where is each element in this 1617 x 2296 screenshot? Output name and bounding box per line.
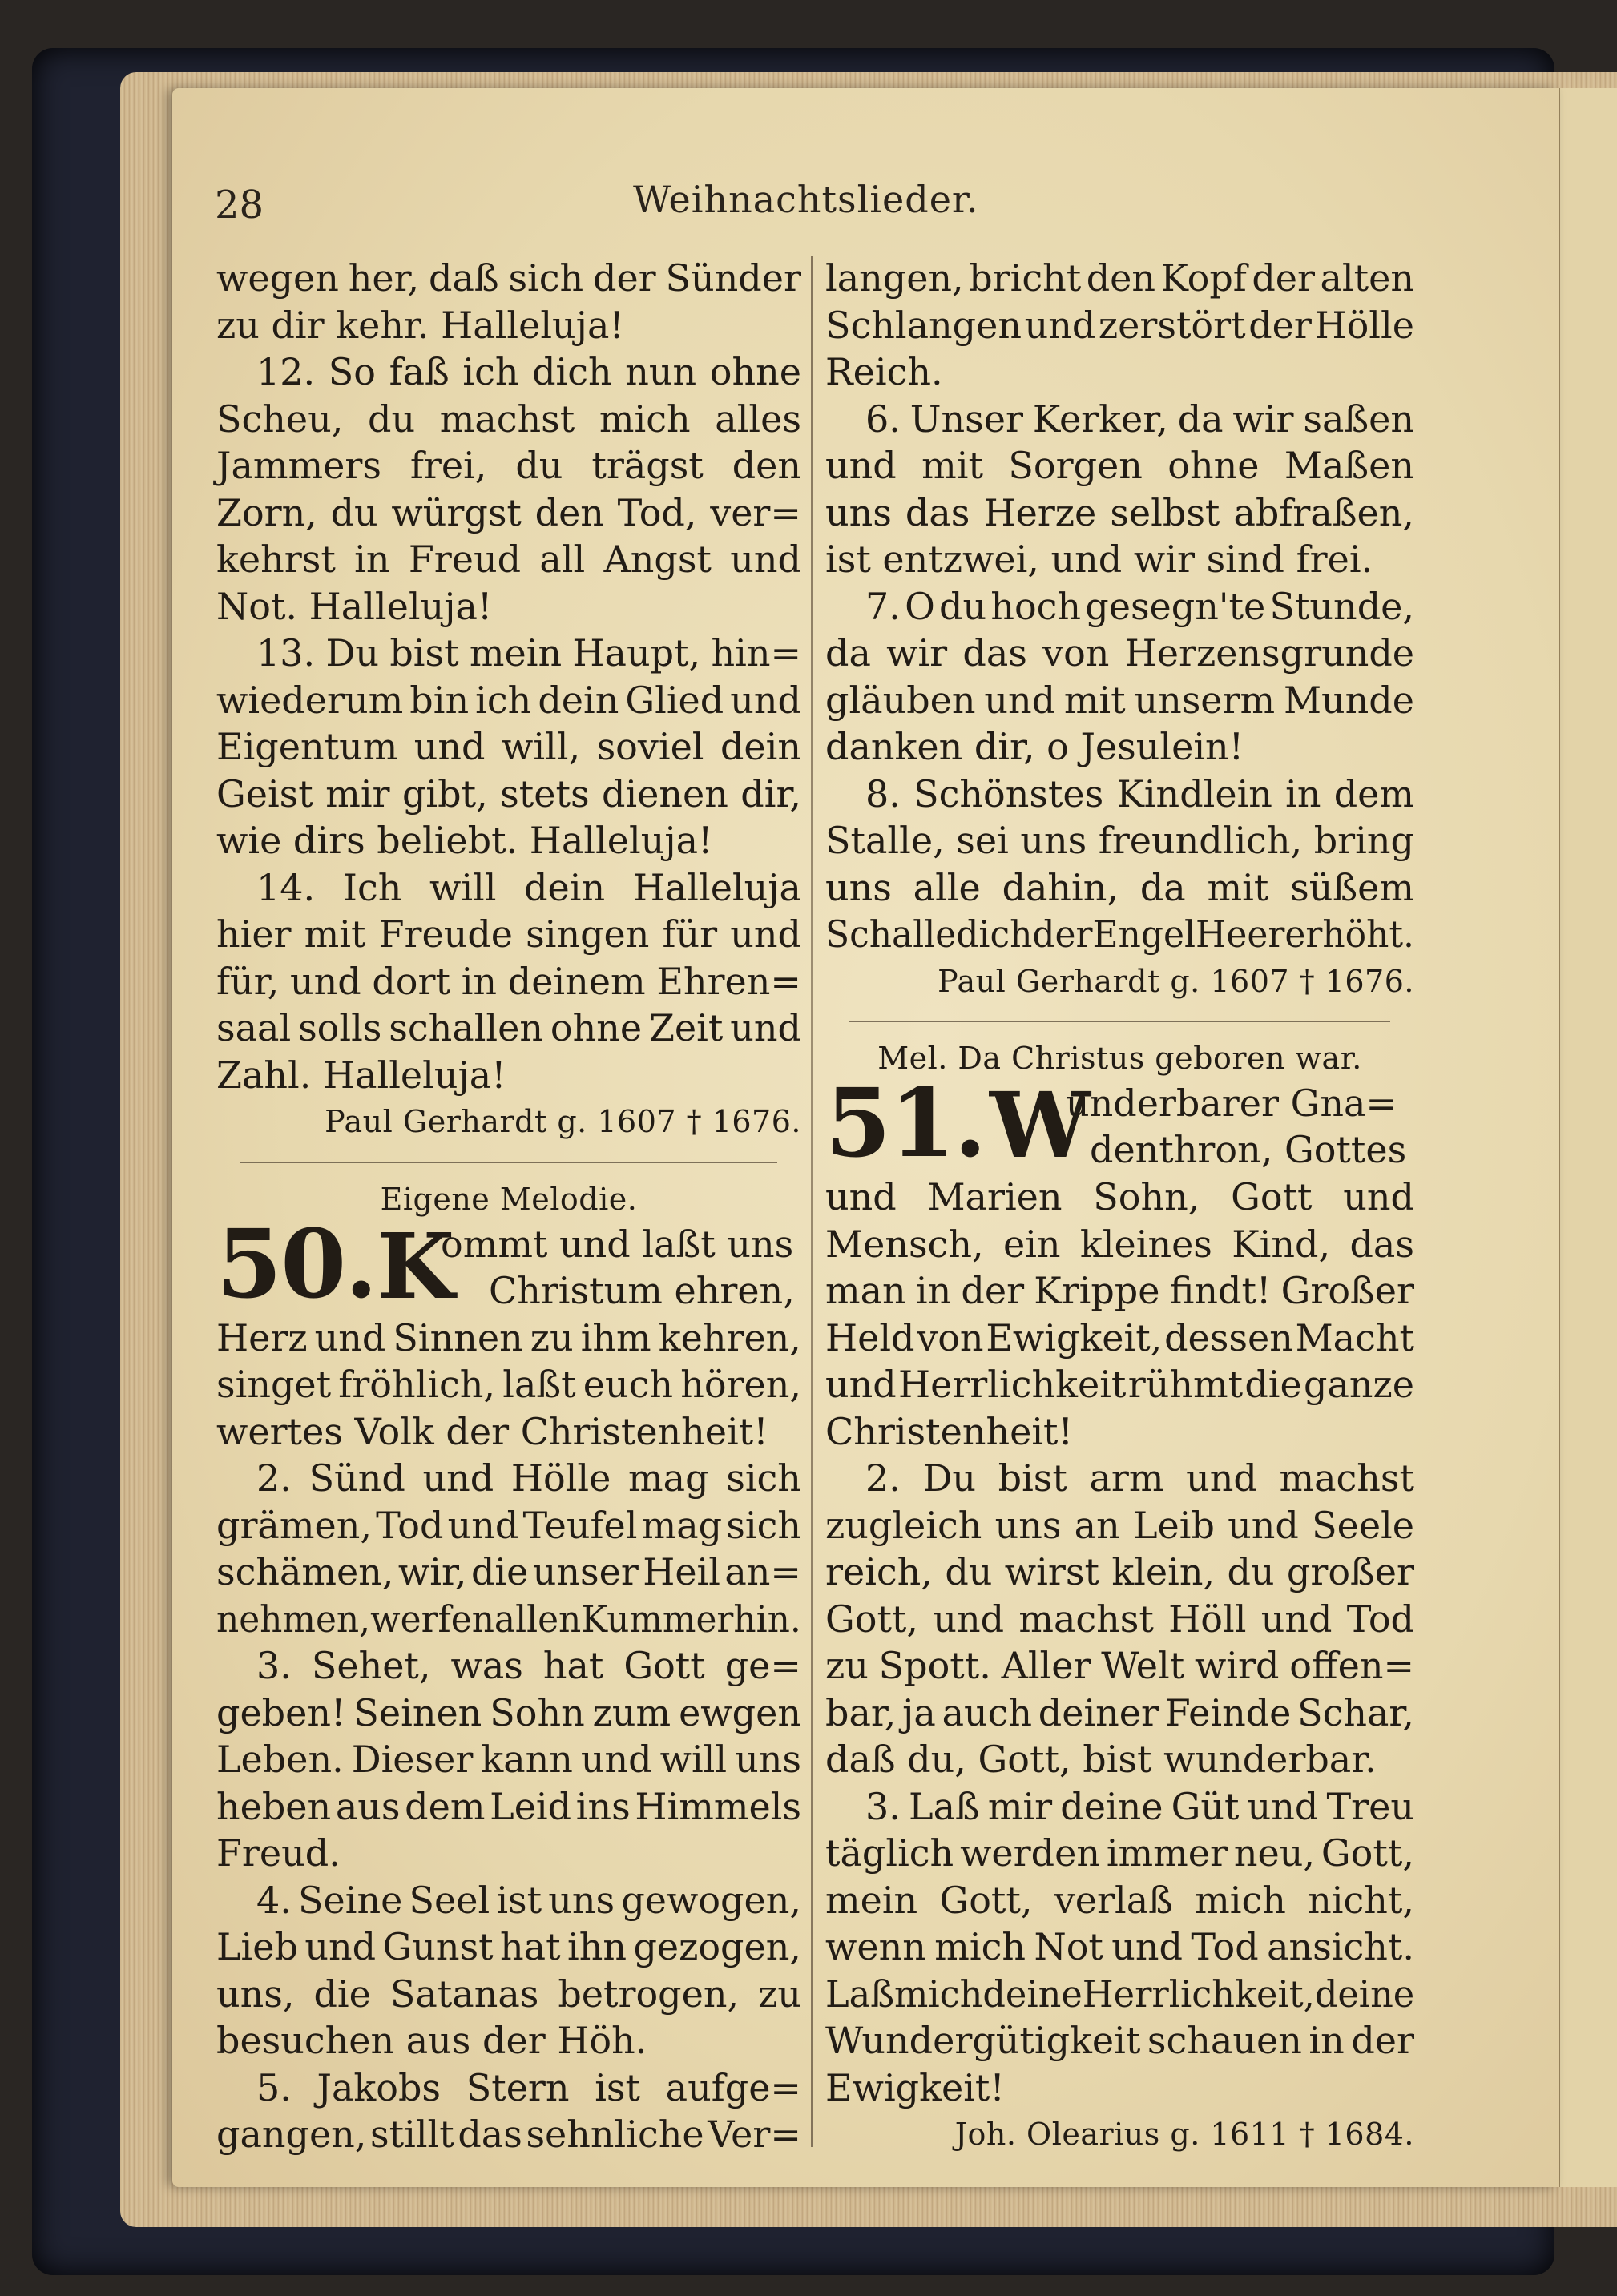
verse-line: Stalle, sei uns freundlich, bring (825, 819, 1414, 862)
drop-initial: K (377, 1214, 455, 1319)
verse-line: Leben. Dieser kann und will uns (216, 1738, 801, 1781)
verse-line: wie dirs beliebt. Halleluja! (216, 819, 713, 862)
verse-line: 8. Schönstes Kindlein in dem (865, 771, 1414, 816)
verse-line: wegen her, daß sich der Sünder (216, 256, 801, 300)
verse-line: nehmen, werfen allen Kummer hin. (216, 1597, 801, 1641)
verse-line: hier mit Freude singen für und (216, 912, 801, 956)
verse-line: kehrst in Freud all Angst und (216, 538, 801, 581)
verse-line: Schalle dich der Engel Heer erhöht. (825, 912, 1414, 956)
verse-line: 14. Ich will dein Halleluja (256, 865, 801, 909)
verse-line: Mensch, ein kleines Kind, das (825, 1222, 1414, 1266)
author-attribution: Paul Gerhardt g. 1607 † 1676. (938, 963, 1414, 999)
melody-line: Mel. Da Christus geboren war. (877, 1041, 1362, 1076)
verse-line: 3. Sehet, was hat Gott ge= (256, 1644, 801, 1687)
verse-line: wiederum bin ich dein Glied und (216, 678, 801, 722)
author-attribution: Paul Gerhardt g. 1607 † 1676. (325, 1104, 801, 1139)
verse-line: Laß mich deine Herrlichkeit, deine (825, 1972, 1415, 2016)
verse-line: singet fröhlich, laßt euch hören, (216, 1363, 801, 1406)
verse-line: 13. Du bist mein Haupt, hin= (256, 631, 801, 675)
hymn-51-lines (825, 1174, 1414, 2111)
verse-line: ist entzwei, und wir sind frei. (825, 538, 1373, 581)
verse-line: für, und dort in deinem Ehren= (216, 959, 801, 1003)
verse-line: heben aus dem Leid ins Himmels (216, 1784, 801, 1828)
heading-line: underbarer Gna= (1066, 1082, 1397, 1125)
verse-line: 2. Du bist arm und machst (865, 1456, 1414, 1500)
verse-line: 4. Seine Seel ist uns gewogen, (256, 1878, 801, 1922)
melody-line: Eigene Melodie. (380, 1181, 638, 1217)
next-page-edge (1559, 88, 1617, 2187)
verse-line: uns, die Satanas betrogen, zu (216, 1972, 801, 2016)
verse-line: reich, du wirst klein, du großer (825, 1550, 1414, 1593)
verse-line: Gott, und machst Höll und Tod (825, 1597, 1414, 1641)
author-attribution: Joh. Olearius g. 1611 † 1684. (954, 2117, 1414, 2152)
verse-line: 3. Laß mir deine Güt und Treu (865, 1784, 1414, 1828)
verse-line: Ewigkeit! (825, 2065, 1005, 2109)
verse-line: saal solls schallen ohne Zeit und (216, 1006, 801, 1049)
column-rule (811, 256, 813, 2147)
verse-line: mein Gott, verlaß mich nicht, (825, 1878, 1414, 1922)
verse-line: 5. Jakobs Stern ist aufge= (256, 2065, 801, 2109)
verse-line: langen, bricht den Kopf der alten (825, 256, 1414, 300)
verse-line: 2. Sünd und Hölle mag sich (256, 1456, 801, 1500)
verse-line: und Marien Sohn, Gott und (825, 1175, 1414, 1218)
heading-line: ommt und laßt uns (441, 1222, 794, 1266)
verse-line: Scheu, du machst mich alles (216, 397, 801, 441)
verse-line: Jammers frei, du trägst den (216, 444, 801, 487)
verse-line: Wundergütigkeit schauen in der (825, 2019, 1414, 2062)
verse-line: Zorn, du würgst den Tod, ver= (216, 490, 801, 534)
verse-line: Held von Ewigkeit, dessen Macht (825, 1315, 1414, 1359)
verse-line: Eigentum und will, soviel dein (216, 725, 801, 768)
hymn-separator (240, 1162, 777, 1163)
verse-line: täglich werden immer neu, Gott, (825, 1831, 1414, 1875)
heading-line: denthron, Gottes (1090, 1128, 1407, 1171)
verse-line: zu Spott. Aller Welt wird offen= (825, 1644, 1414, 1687)
left-column (216, 255, 801, 2158)
verse-line: schämen, wir, die unser Heil an= (216, 1550, 801, 1593)
verse-line: Herz und Sinnen zu ihm kehren, (216, 1315, 801, 1359)
verse-line: danken dir, o Jesulein! (825, 725, 1244, 768)
verse-line: man in der Krippe findt! Großer (825, 1269, 1414, 1312)
verse-line: Schlangen und zerstört der Hölle (825, 303, 1414, 347)
verse-line: bar, ja auch deiner Feinde Schar, (825, 1690, 1414, 1734)
verse-line: zu dir kehr. Halleluja! (216, 303, 624, 347)
verse-line: und Herrlichkeit rühmt die ganze (825, 1363, 1414, 1406)
right-verse-lines (825, 255, 1414, 958)
verse-line: gläuben und mit unserm Munde (825, 678, 1414, 722)
page-number: 28 (215, 183, 264, 228)
verse-line: 12. So faß ich dich nun ohne (256, 350, 801, 393)
hymn-number: 50. (216, 1207, 377, 1319)
verse-line: Lieb und Gunst hat ihn gezogen, (216, 1925, 801, 1968)
drop-initial: W (990, 1073, 1091, 1178)
verse-line: zugleich uns an Leib und Seele (825, 1503, 1414, 1547)
hymn-number: 51. (825, 1067, 986, 1178)
verse-line: uns das Herze selbst abfraßen, (825, 490, 1414, 534)
verse-line: besuchen aus der Höh. (216, 2019, 647, 2062)
verse-line: wertes Volk der Christenheit! (216, 1409, 768, 1453)
verse-line: Geist mir gibt, stets dienen dir, (216, 771, 801, 816)
verse-line: uns alle dahin, da mit süßem (825, 865, 1414, 909)
verse-line: Not. Halleluja! (216, 584, 493, 628)
verse-line: daß du, Gott, bist wunderbar. (825, 1738, 1377, 1781)
verse-line: geben! Seinen Sohn zum ewgen (216, 1690, 801, 1734)
running-head: Weihnachtslieder. (633, 178, 979, 221)
verse-line: wenn mich Not und Tod ansicht. (825, 1925, 1414, 1968)
verse-line: Reich. (825, 350, 943, 393)
verse-line: gangen, stillt das sehnliche Ver= (216, 2113, 801, 2156)
hymn-heading (216, 1207, 801, 1319)
verse-line: Christenheit! (825, 1409, 1073, 1453)
verse-line: grämen, Tod und Teufel mag sich (216, 1503, 801, 1547)
verse-line: 7. O du hoch gesegn'te Stunde, (865, 584, 1414, 628)
hymn-50-lines (216, 1315, 801, 2158)
hymn-heading (825, 1067, 1414, 1178)
verse-line: 6. Unser Kerker, da wir saßen (865, 397, 1414, 441)
left-verse-lines (216, 255, 801, 1098)
verse-line: Zahl. Halleluja! (216, 1053, 506, 1097)
heading-line: Christum ehren, (489, 1268, 795, 1312)
verse-line: Freud. (216, 1831, 341, 1875)
verse-line: und mit Sorgen ohne Maßen (825, 444, 1414, 487)
right-column (825, 255, 1414, 2158)
hymn-separator (849, 1021, 1390, 1022)
verse-line: da wir das von Herzensgrunde (825, 631, 1414, 675)
